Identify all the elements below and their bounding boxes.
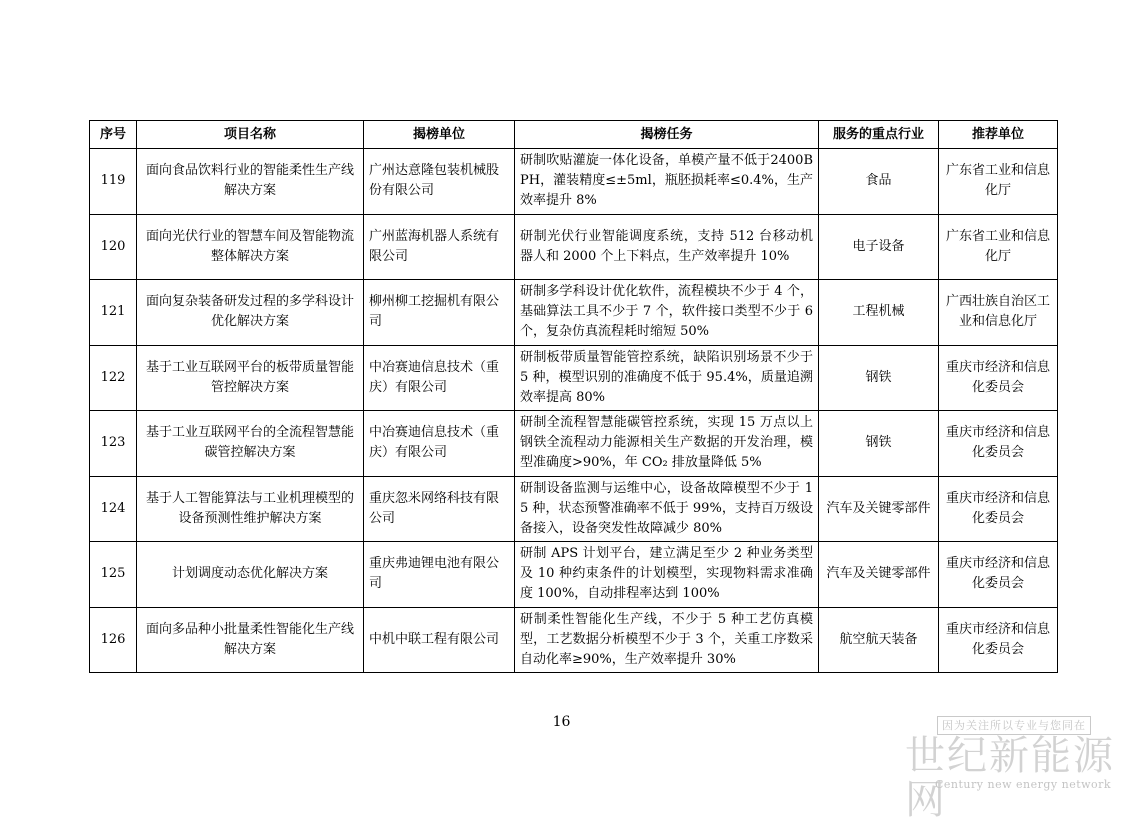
cell-serial: 122 [90,345,137,411]
table-row [90,149,1058,215]
cell-unit: 广州达意隆包装机械股份有限公司 [364,149,515,215]
cell-task: 研制柔性智能化生产线，不少于 5 种工艺仿真模型，工艺数据分析模型不少于 3 个，关重工序数采自动化率≥90%，生产效率提升 30% [515,607,819,673]
cell-unit: 柳州柳工挖掘机有限公司 [364,280,515,346]
table-header [90,121,1058,149]
cell-task: 研制多学科设计优化软件，流程模块不少于 4 个，基础算法工具不少于 7 个，软件接口类型不少于 6 个，复杂仿真流程耗时缩短 50% [515,280,819,346]
cell-task: 研制设备监测与运维中心，设备故障模型不少于 15 种，状态预警准确率不低于 99%，支持百万级设备接入，设备突发性故障减少 80% [515,476,819,542]
cell-industry: 钢铁 [819,411,939,477]
watermark-logo [895,716,1115,823]
cell-project-name: 基于人工智能算法与工业机理模型的设备预测性维护解决方案 [137,476,364,542]
watermark-name: 世纪新能源网 [905,733,1115,823]
cell-project-name: 基于工业互联网平台的全流程智慧能碳管控解决方案 [137,411,364,477]
cell-recommender: 广东省工业和信息化厅 [939,214,1058,280]
cell-recommender: 广东省工业和信息化厅 [939,149,1058,215]
cell-serial: 121 [90,280,137,346]
cell-recommender: 广西壮族自治区工业和信息化厅 [939,280,1058,346]
table-row [90,607,1058,673]
cell-industry: 航空航天装备 [819,607,939,673]
cell-serial: 119 [90,149,137,215]
cell-project-name: 面向多品种小批量柔性智能化生产线解决方案 [137,607,364,673]
cell-task: 研制 APS 计划平台，建立满足至少 2 种业务类型及 10 种约束条件的计划模型，实现物料需求准确度 100%，自动排程率达到 100% [515,542,819,608]
header-unit: 揭榜单位 [364,121,515,149]
header-serial: 序号 [90,121,137,149]
cell-unit: 广州蓝海机器人系统有限公司 [364,214,515,280]
watermark-slogan: 因为关注所以专业与您同在 [937,716,1091,735]
cell-task: 研制板带质量智能管控系统，缺陷识别场景不少于 5 种，模型识别的准确度不低于 95.4%，质量追溯效率提高 80% [515,345,819,411]
cell-task: 研制光伏行业智能调度系统，支持 512 台移动机器人和 2000 个上下料点，生产效率提升 10% [515,214,819,280]
cell-industry: 电子设备 [819,214,939,280]
table-row [90,542,1058,608]
cell-serial: 126 [90,607,137,673]
cell-project-name: 基于工业互联网平台的板带质量智能管控解决方案 [137,345,364,411]
cell-serial: 120 [90,214,137,280]
cell-task: 研制吹贴灌旋一体化设备，单模产量不低于2400BPH，灌装精度≤±5ml，瓶胚损耗率≤0.4%，生产效率提升 8% [515,149,819,215]
cell-serial: 123 [90,411,137,477]
header-task: 揭榜任务 [515,121,819,149]
table-row [90,411,1058,477]
table-body [90,149,1058,673]
cell-project-name: 面向复杂装备研发过程的多学科设计优化解决方案 [137,280,364,346]
cell-unit: 中冶赛迪信息技术（重庆）有限公司 [364,345,515,411]
cell-project-name: 面向光伏行业的智慧车间及智能物流整体解决方案 [137,214,364,280]
header-recommender: 推荐单位 [939,121,1058,149]
cell-unit: 重庆忽米网络科技有限公司 [364,476,515,542]
cell-recommender: 重庆市经济和信息化委员会 [939,607,1058,673]
cell-industry: 工程机械 [819,280,939,346]
table-row [90,476,1058,542]
table-row [90,214,1058,280]
cell-industry: 汽车及关键零部件 [819,542,939,608]
cell-unit: 重庆弗迪锂电池有限公司 [364,542,515,608]
table-row [90,280,1058,346]
page-number: 16 [552,714,571,730]
cell-industry: 汽车及关键零部件 [819,476,939,542]
header-industry: 服务的重点行业 [819,121,939,149]
table-row [90,345,1058,411]
cell-serial: 124 [90,476,137,542]
cell-serial: 125 [90,542,137,608]
cell-project-name: 面向食品饮料行业的智能柔性生产线解决方案 [137,149,364,215]
cell-industry: 钢铁 [819,345,939,411]
cell-recommender: 重庆市经济和信息化委员会 [939,411,1058,477]
cell-industry: 食品 [819,149,939,215]
cell-recommender: 重庆市经济和信息化委员会 [939,476,1058,542]
project-table [89,120,1058,673]
cell-task: 研制全流程智慧能碳管控系统，实现 15 万点以上钢铁全流程动力能源相关生产数据的开发治理，模型准确度>90%，年 CO₂ 排放量降低 5% [515,411,819,477]
cell-project-name: 计划调度动态优化解决方案 [137,542,364,608]
cell-recommender: 重庆市经济和信息化委员会 [939,542,1058,608]
header-row [90,121,1058,149]
cell-unit: 中冶赛迪信息技术（重庆）有限公司 [364,411,515,477]
cell-recommender: 重庆市经济和信息化委员会 [939,345,1058,411]
cell-unit: 中机中联工程有限公司 [364,607,515,673]
watermark-english: Century new energy network [935,778,1112,791]
header-project-name: 项目名称 [137,121,364,149]
